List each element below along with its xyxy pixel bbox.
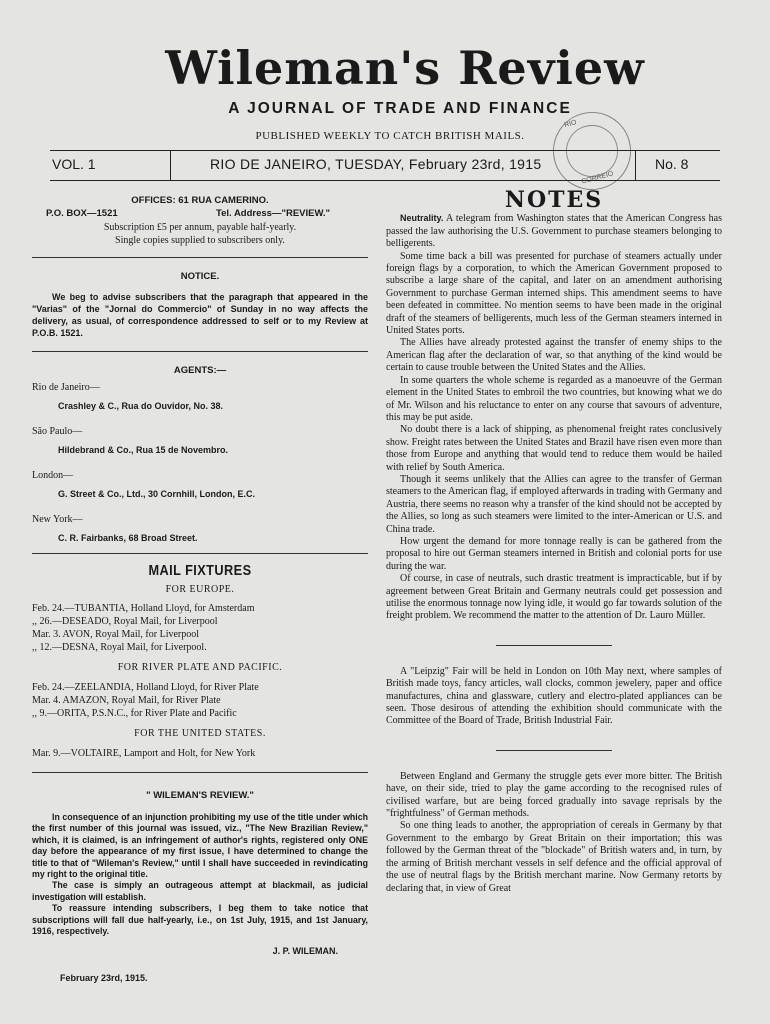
divider xyxy=(32,553,368,554)
notice-date: February 23rd, 1915. xyxy=(60,973,148,984)
notes-paragraph: Some time back a bill was presented for purchase of steamers actually under foreign flags by a corporation, to which the American Government proposed to subscribe a large share of the capital, and later on an amendment authorising Government to purchase German interned ships. This amendment seems to have been defeated in committee. No mention seems to have been made in the original draft of the steamers of belligerents, much less of the German steamers interned in United States ports. xyxy=(386,250,722,337)
dateline-divider-right xyxy=(635,150,636,180)
notes-paragraph: Of course, in case of neutrals, such drastic treatment is impracticable, but if by agreement between Great Britain and Germany neutrals could get possession and utilise the enormous tonnage now lying idle, it would go far towards solution of the freight problem. We recommend the matter to the attention of Dr. Lauro Müller. xyxy=(386,573,722,622)
river-plate-sailing: ,, 9.—ORITA, P.S.N.C., for River Plate and Pacific xyxy=(32,708,237,719)
notes-heading: NOTES xyxy=(504,187,604,213)
subscription-rate: Subscription £5 per annum, payable half-yearly. xyxy=(103,222,297,233)
agents-heading: AGENTS:— xyxy=(173,365,227,376)
publication-note: PUBLISHED WEEKLY TO CATCH BRITISH MAILS. xyxy=(255,130,525,142)
notes-paragraph: No doubt there is a lack of shipping, as phenomenal freight rates conclusively show. Freight rates between the United States and Brazil have risen even more than those from Europe and anything that would tend to reduce them would be hailed with relief by South America. xyxy=(386,424,722,473)
divider xyxy=(32,351,368,352)
europe-heading: FOR EUROPE. xyxy=(165,584,235,595)
left-column xyxy=(32,194,368,985)
review-notice-paragraph: To reassure intending subscribers, I beg them to take notice that subscriptions will fall due half-yearly, i.e., on 1st July, 1915, and 1st January, 1916, respectively. xyxy=(32,903,368,937)
war-paragraph: So one thing leads to another, the appropriation of cereals in Germany by that Government to the embargo by Great Britain on their importation; this was followed by the German threat of the "blockade" of British waters and, in turn, by the arming of British merchant vessels in self defence and the official approval of the use of neutral flags by the British merchant marine. Now Germany retorts by declaring that, in view of Great xyxy=(386,820,722,894)
signature: J. P. WILEMAN. xyxy=(272,946,338,957)
europe-sailing: ,, 26.—DESEADO, Royal Mail, for Liverpool xyxy=(32,616,218,627)
notes-paragraph: The Allies have already protested against the transfer of enemy ships to the American flag after the declaration of war, so that anything of the kind would be certain to cause trouble between the United States and the Allies. xyxy=(386,337,722,374)
agent-name: Crashley & C., Rua do Ouvidor, No. 38. xyxy=(58,401,224,411)
notes-paragraph: Though it seems unlikely that the Allies can agree to the transfer of German steamers to the American flag, if employed afterwards in trading with Germany and Austria, there seems no reason why a transfer of the kind should not be accepted by the Allies, so long as such steamers were limited to the inter-American or U.S. and China trade. xyxy=(386,473,722,535)
review-notice-paragraph: The case is simply an outrageous attempt at blackmail, as judicial investigation will establish. xyxy=(32,880,368,902)
agent-city: London— xyxy=(32,470,74,481)
telegraph-address: Tel. Address—"REVIEW." xyxy=(216,208,331,219)
agent-city: São Paulo— xyxy=(32,426,83,437)
notes-paragraph-text: A telegram from Washington states that the American Congress has passed the law authorising the U.S. Government to purchase steamers belonging to belligerents. xyxy=(386,213,722,250)
river-plate-sailing: Mar. 4. AMAZON, Royal Mail, for River Plate xyxy=(32,695,221,706)
notes-paragraph: How urgent the demand for more tonnage really is can be gathered from the proposal to hire out German steamers interned in British and colonial ports for use during the war. xyxy=(386,535,722,572)
masthead xyxy=(0,40,770,142)
notes-paragraph xyxy=(386,212,722,250)
review-notice-heading: " WILEMAN'S REVIEW." xyxy=(146,790,254,801)
leipzig-fair-paragraph: A "Leipzig" Fair will be held in London on 10th May next, where samples of British made toys, fancy articles, wall clocks, common jewelery, paper and office manufactures, china and glassware, cutlery and electro-plated appliances can be seen. Those desirous of attending the exhibition should communicate with the Committee of the Board of Trade, British Industrial Fair. xyxy=(386,665,722,727)
river-plate-heading: FOR RIVER PLATE AND PACIFIC. xyxy=(117,662,283,673)
neutrality-label: Neutrality. xyxy=(400,213,444,224)
postmark-bottom-text: CORREIO xyxy=(580,170,615,186)
divider xyxy=(32,772,368,773)
agent-name: Hildebrand & Co., Rua 15 de Novembro. xyxy=(58,445,229,455)
postmark-top-text: RIO xyxy=(563,119,578,130)
short-divider xyxy=(496,750,612,751)
europe-sailing: Mar. 3. AVON, Royal Mail, for Liverpool xyxy=(32,629,200,640)
volume-label: VOL. 1 xyxy=(52,156,96,172)
agent-city: New York— xyxy=(32,514,83,525)
agent-name: C. R. Fairbanks, 68 Broad Street. xyxy=(58,533,198,543)
issue-number: No. 8 xyxy=(655,156,689,172)
agent-name: G. Street & Co., Ltd., 30 Cornhill, London, E.C. xyxy=(58,489,256,499)
united-states-sailing: Mar. 9.—VOLTAIRE, Lamport and Holt, for New York xyxy=(32,748,256,759)
agent-city: Rio de Janeiro— xyxy=(32,382,100,393)
newspaper-subtitle: A JOURNAL OF TRADE AND FINANCE xyxy=(228,100,572,117)
dateline xyxy=(50,150,720,180)
mail-fixtures-heading: MAIL FIXTURES xyxy=(148,562,252,579)
notice-heading: NOTICE. xyxy=(180,271,220,282)
notes-paragraph: In some quarters the whole scheme is regarded as a manoeuvre of the German element in the United States to embroil the two countries, but knowing what we do of Mr. Wilson and his reluctance to enter on any course that savours of adventure, this may be put aside. xyxy=(386,374,722,423)
offices-contact-row xyxy=(32,207,368,221)
united-states-heading: FOR THE UNITED STATES. xyxy=(134,728,266,739)
europe-sailing: ,, 12.—DESNA, Royal Mail, for Liverpool. xyxy=(32,642,207,653)
divider xyxy=(32,257,368,258)
short-divider xyxy=(496,645,612,646)
war-paragraph: Between England and Germany the struggle gets ever more bitter. The British have, on their side, tried to play the game according to the recognised rules of civilised warfare, but are being forced gradually into savage reprisals by the "frightfulness" of German methods. xyxy=(386,770,722,820)
place-and-date: RIO DE JANEIRO, TUESDAY, February 23rd, 1915 xyxy=(210,156,542,172)
agents-list xyxy=(32,381,368,545)
dateline-bottom-rule xyxy=(50,180,720,181)
europe-sailing: Feb. 24.—TUBANTIA, Holland Lloyd, for Amsterdam xyxy=(32,603,255,614)
po-box: P.O. BOX—1521 xyxy=(46,208,118,219)
notice-text: We beg to advise subscribers that the paragraph that appeared in the "Varias" of the "Jornal do Commercio" of Sunday in no way affects the delivery, as usual, of correspondence addressed to self or to my Review at P.O.B. 1521. xyxy=(32,292,368,338)
newspaper-title: Wileman's Review xyxy=(165,41,645,95)
offices-heading: OFFICES: 61 RUA CAMERINO. xyxy=(131,195,269,206)
right-column xyxy=(386,187,722,895)
review-notice-paragraph: In consequence of an injunction prohibiting my use of the title under which the first number of this journal was issued, viz., "The New Brazilian Review," which, it is claimed, is an infringement of author's rights, registered only ONE day before the appearance of my first issue, I have determined to change the title to that of "Wileman's Review," until I shall have succeeded in revindicating my right to the original title. xyxy=(32,812,368,880)
river-plate-sailing: Feb. 24.—ZEELANDIA, Holland Lloyd, for River Plate xyxy=(32,682,259,693)
dateline-divider-left xyxy=(170,150,171,180)
single-copies-note: Single copies supplied to subscribers only. xyxy=(115,235,285,246)
